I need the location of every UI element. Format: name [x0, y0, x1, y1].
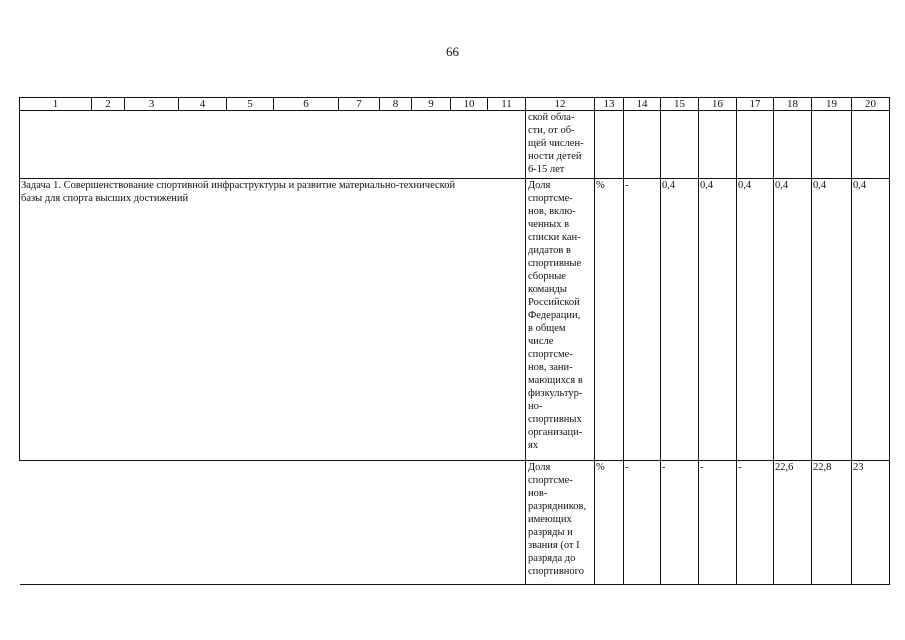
col-header-2: 2	[92, 98, 125, 111]
value-cell: -	[624, 461, 661, 585]
col-header-17: 17	[737, 98, 774, 111]
indicator-line: 6-15 лет	[528, 164, 565, 175]
indicator-line: разряды и	[528, 527, 573, 538]
value-cell: -	[737, 461, 774, 585]
indicator-cell	[526, 111, 595, 179]
value-cell: 0,4	[661, 179, 699, 461]
col-header-5: 5	[227, 98, 274, 111]
value-cell: 23	[852, 461, 890, 585]
indicator-cell	[526, 461, 595, 585]
unit-cell: %	[595, 179, 624, 461]
indicator-line: Федерации,	[528, 310, 581, 321]
col-header-12: 12	[526, 98, 595, 111]
indicator-line: ской обла-	[528, 112, 575, 123]
table-row	[20, 461, 890, 585]
unit-cell: %	[595, 461, 624, 585]
value-cell: 0,4	[737, 179, 774, 461]
unit-cell	[595, 111, 624, 179]
indicator-line: но-	[528, 401, 543, 412]
table-row	[20, 111, 890, 179]
col-header-10: 10	[451, 98, 488, 111]
value-cell	[774, 111, 812, 179]
indicator-line: в общем	[528, 323, 566, 334]
indicator-line: нов, вклю-	[528, 206, 576, 217]
indicator-line: спортсме-	[528, 475, 573, 486]
indicator-line: физкультур-	[528, 388, 583, 399]
indicator-line: сборные	[528, 271, 566, 282]
indicator-line: разрядников,	[528, 501, 587, 512]
col-header-8: 8	[380, 98, 412, 111]
col-header-1: 1	[20, 98, 92, 111]
value-cell: -	[624, 179, 661, 461]
value-cell: 0,4	[774, 179, 812, 461]
value-cell	[737, 111, 774, 179]
indicator-line: нов, зани-	[528, 362, 573, 373]
value-cell	[661, 111, 699, 179]
indicator-line: спортсме-	[528, 349, 573, 360]
task-title: Задача 1. Совершенствование спортивной инфраструктуры и развитие материально-технической базы для спорта высших достижений	[21, 180, 456, 204]
value-cell: 22,8	[812, 461, 852, 585]
col-header-6: 6	[274, 98, 339, 111]
value-cell	[812, 111, 852, 179]
indicator-line: Доля	[528, 180, 551, 191]
col-header-11: 11	[488, 98, 526, 111]
task-title-cell	[20, 179, 526, 461]
col-header-7: 7	[339, 98, 380, 111]
program-indicators-table	[19, 97, 890, 585]
indicator-line: спортивные	[528, 258, 582, 269]
value-cell: -	[661, 461, 699, 585]
col-header-16: 16	[699, 98, 737, 111]
indicator-line: имеющих	[528, 514, 572, 525]
col-header-15: 15	[661, 98, 699, 111]
indicator-line: сти, от об-	[528, 125, 575, 136]
value-cell	[624, 111, 661, 179]
indicator-line: звания (от I	[528, 540, 580, 551]
col-header-14: 14	[624, 98, 661, 111]
indicator-line: ченных в	[528, 219, 570, 230]
col-header-9: 9	[412, 98, 451, 111]
indicator-line: ях	[528, 440, 539, 451]
value-cell: 0,4	[812, 179, 852, 461]
indicator-line: спортивных	[528, 414, 582, 425]
value-cell	[699, 111, 737, 179]
col-header-4: 4	[179, 98, 227, 111]
value-cell: -	[699, 461, 737, 585]
value-cell: 22,6	[774, 461, 812, 585]
indicator-cell	[526, 179, 595, 461]
empty-span-cell	[20, 111, 526, 179]
indicator-line: щей числен-	[528, 138, 584, 149]
value-cell	[852, 111, 890, 179]
indicator-line: дидатов в	[528, 245, 571, 256]
indicator-line: Доля	[528, 462, 551, 473]
col-header-3: 3	[125, 98, 179, 111]
indicator-line: Российской	[528, 297, 580, 308]
col-header-20: 20	[852, 98, 890, 111]
indicator-line: мающихся в	[528, 375, 583, 386]
value-cell: 0,4	[852, 179, 890, 461]
page-number: 66	[446, 44, 459, 59]
indicator-line: ности детей	[528, 151, 582, 162]
column-number-row	[20, 98, 890, 111]
empty-span-cell	[20, 461, 526, 585]
indicator-line: числе	[528, 336, 554, 347]
table-row	[20, 179, 890, 461]
indicator-line: спортсме-	[528, 193, 573, 204]
col-header-13: 13	[595, 98, 624, 111]
indicator-line: спортивного	[528, 566, 584, 577]
indicator-line: списки кан-	[528, 232, 581, 243]
col-header-18: 18	[774, 98, 812, 111]
indicator-line: нов-	[528, 488, 548, 499]
indicator-line: организаци-	[528, 427, 583, 438]
indicator-line: команды	[528, 284, 567, 295]
col-header-19: 19	[812, 98, 852, 111]
indicator-line: разряда до	[528, 553, 576, 564]
value-cell: 0,4	[699, 179, 737, 461]
